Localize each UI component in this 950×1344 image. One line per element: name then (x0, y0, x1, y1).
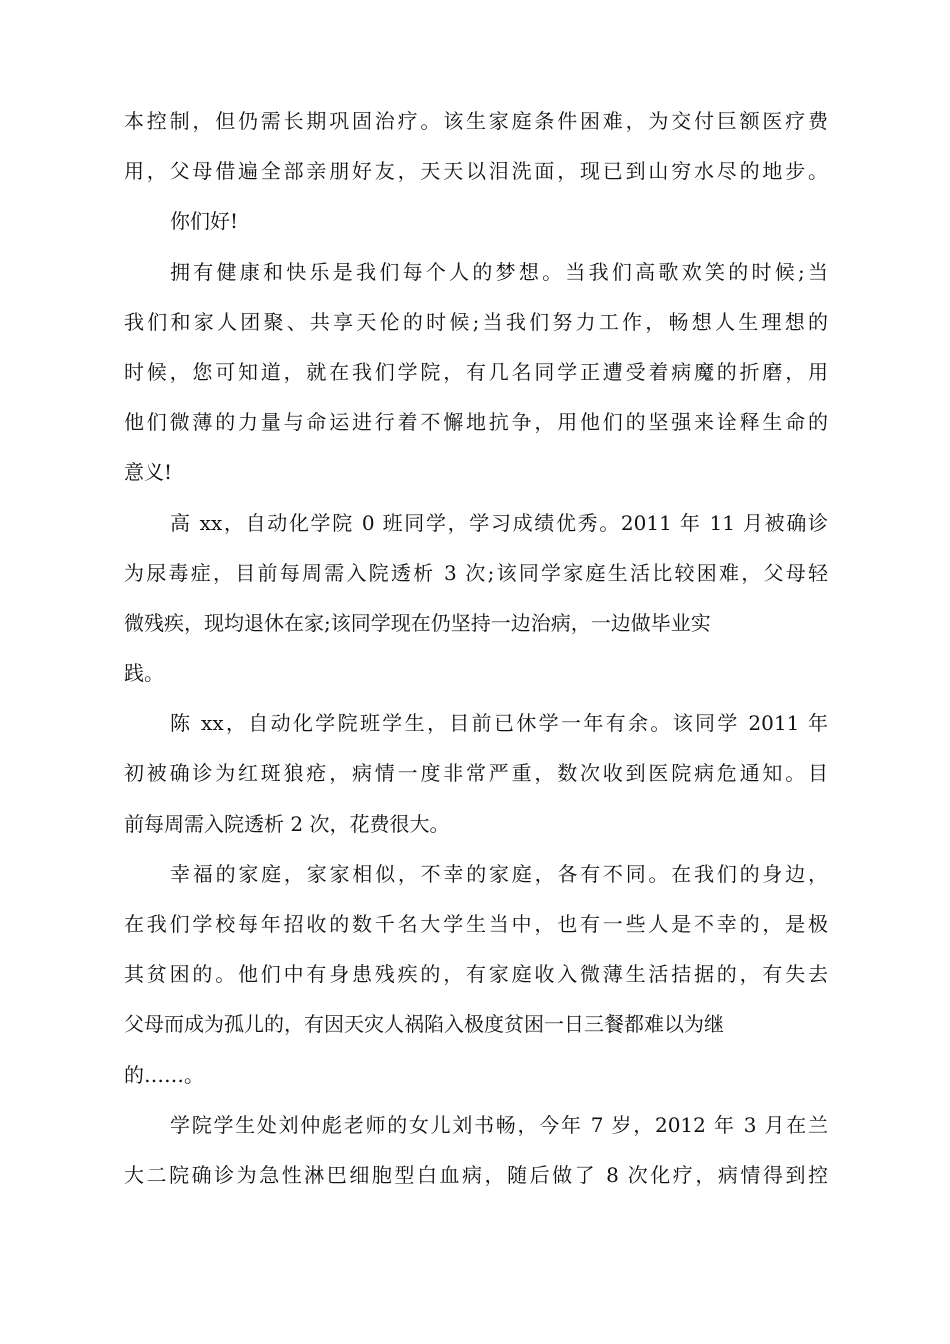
text-line: 前每周需入院透析 2 次，花费很大。 (124, 811, 450, 836)
text-line: 践。 (124, 661, 164, 686)
document-page (124, 96, 828, 1200)
text-line: 父母而成为孤儿的，有因天灾人祸陷入极度贫困一日三餐都难以为继 (124, 1012, 724, 1037)
text-line: 初被确诊为红斑狼疮，病情一度非常严重，数次收到医院病危通知。目 (124, 761, 828, 786)
text-line: 他们微薄的力量与命运进行着不懈地抗争，用他们的坚强来诠释生命的 (124, 410, 828, 435)
text-line: 本控制，但仍需长期巩固治疗。该生家庭条件困难，为交付巨额医疗费 (124, 109, 828, 133)
text-line: 用，父母借遍全部亲朋好友，天天以泪洗面，现已到山穷水尽的地步。 (124, 159, 828, 184)
text-line: 意义! (124, 460, 173, 485)
text-line: 微残疾，现均退休在家;该同学现在仍坚持一边治病，一边做毕业实 (124, 610, 711, 635)
paragraph-start-line: 幸福的家庭，家家相似，不幸的家庭，各有不同。在我们的身边， (170, 861, 828, 886)
greeting-line: 你们好! (170, 209, 239, 234)
paragraph-start-line: 学院学生处刘仲彪老师的女儿刘书畅，今年 7 岁，2012 年 3 月在兰 (170, 1112, 828, 1137)
paragraph-start-line: 高 xx，自动化学院 0 班同学，学习成绩优秀。2011 年 11 月被确诊 (170, 510, 828, 535)
text-line: 大二院确诊为急性淋巴细胞型白血病，随后做了 8 次化疗，病情得到控 (124, 1162, 828, 1187)
text-line: 为尿毒症，目前每周需入院透析 3 次;该同学家庭生活比较困难，父母轻 (124, 560, 828, 585)
paragraph-start-line: 陈 xx，自动化学院班学生，目前已休学一年有余。该同学 2011 年 (170, 711, 828, 736)
text-line: 其贫困的。他们中有身患残疾的，有家庭收入微薄生活拮据的，有失去 (124, 962, 828, 987)
text-line: 我们和家人团聚、共享天伦的时候;当我们努力工作，畅想人生理想的 (124, 309, 828, 334)
paragraph-start-line: 拥有健康和快乐是我们每个人的梦想。当我们高歌欢笑的时候;当 (170, 259, 828, 284)
text-line: 在我们学校每年招收的数千名大学生当中，也有一些人是不幸的，是极 (124, 912, 828, 936)
text-line: 的……。 (124, 1062, 204, 1087)
text-line: 时候，您可知道，就在我们学院，有几名同学正遭受着病魔的折磨，用 (124, 359, 828, 384)
